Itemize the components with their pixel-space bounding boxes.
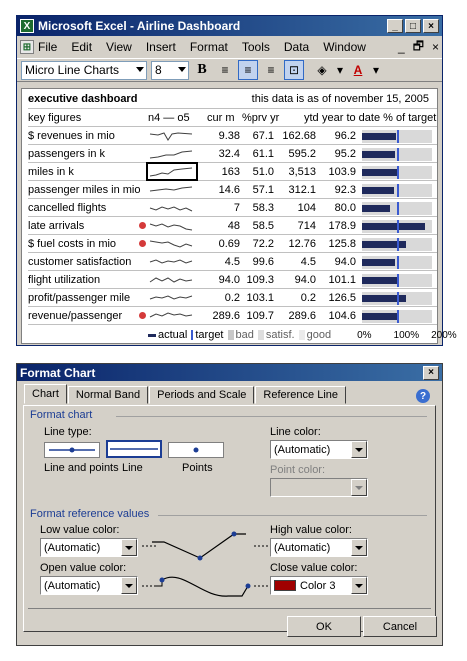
cancel-button[interactable]: Cancel [363, 616, 437, 637]
menu-bar [17, 36, 442, 58]
bullet-actual-bar [362, 241, 406, 248]
kpi-cur: 94.0 [218, 273, 240, 286]
line-icon [108, 442, 160, 456]
legend-satisf: satisf. [265, 329, 295, 341]
sparkline[interactable] [148, 182, 196, 197]
kpi-cur: 289.6 [212, 309, 240, 322]
align-right-icon[interactable]: ≡ [267, 63, 275, 77]
legend-bad-swatch [228, 330, 234, 340]
legend-bad: bad [235, 329, 254, 341]
dialog-close-button[interactable]: × [423, 366, 439, 380]
bullet-actual-bar [362, 295, 406, 302]
ok-button[interactable]: OK [287, 616, 361, 637]
kpi-pct: 178.9 [328, 219, 356, 232]
col-target: year to date % of target [322, 111, 437, 124]
section-format-reference: Format reference values [30, 508, 150, 520]
kpi-cur: 4.5 [224, 255, 240, 268]
section-divider [116, 416, 427, 417]
kpi-pct: 126.5 [328, 291, 356, 304]
kpi-cur: 9.38 [218, 129, 240, 142]
kpi-row[interactable] [28, 127, 437, 145]
open-value-select[interactable] [40, 576, 138, 595]
chevron-down-icon[interactable] [351, 577, 367, 594]
chevron-down-icon [178, 67, 186, 72]
type-label-line-and-points: Line and points [44, 462, 119, 474]
high-value: (Automatic) [274, 541, 331, 554]
kpi-prv: 58.5 [252, 219, 274, 232]
kpi-pct: 95.2 [334, 147, 356, 160]
kpi-name: miles in k [28, 165, 74, 178]
menu-edit[interactable]: Edit [71, 40, 93, 54]
legend-actual: actual [158, 329, 188, 341]
chart-type-value: Micro Line Charts [25, 63, 120, 77]
kpi-cur: 0.2 [224, 291, 240, 304]
legend-satisf-swatch [258, 330, 264, 340]
kpi-name: flight utilization [28, 273, 101, 286]
kpi-prv: 72.2 [252, 237, 274, 250]
kpi-ytd: 312.1 [288, 183, 316, 196]
bullet-actual-bar [362, 151, 395, 158]
close-button[interactable]: × [423, 19, 439, 33]
chevron-down-icon[interactable] [351, 539, 367, 556]
sparkline[interactable] [148, 128, 196, 143]
kpi-prv: 58.3 [252, 201, 274, 214]
format-chart-dialog [16, 363, 443, 646]
bullet-target-marker [397, 256, 399, 269]
kpi-cur: 0.69 [218, 237, 240, 250]
bullet-target-marker [397, 202, 399, 215]
kpi-ytd: 4.5 [300, 255, 316, 268]
alert-dot [139, 312, 146, 319]
kpi-name: revenue/passenger [28, 309, 123, 322]
col-key-figures: key figures [28, 111, 82, 124]
type-line[interactable] [106, 440, 162, 458]
chevron-down-icon[interactable] [351, 441, 367, 458]
type-line-and-points[interactable] [44, 442, 100, 458]
close-value: Color 3 [300, 579, 336, 592]
kpi-row[interactable] [28, 271, 437, 289]
scale-0: 0% [357, 329, 372, 341]
line-type-label: Line type: [44, 426, 92, 438]
kpi-pct: 96.2 [334, 129, 356, 142]
line-color-select[interactable] [270, 440, 368, 459]
kpi-pct: 92.3 [334, 183, 356, 196]
bullet-target-marker [397, 148, 399, 161]
chevron-down-icon [136, 67, 144, 72]
sparkline[interactable] [148, 290, 196, 305]
col-ytd: ytd [304, 111, 319, 124]
points-icon [169, 443, 223, 457]
kpi-row[interactable] [28, 217, 437, 235]
bold-button[interactable]: B [197, 62, 207, 77]
close-color-swatch [274, 580, 296, 591]
kpi-cur: 7 [233, 201, 240, 214]
fill-color-icon[interactable]: ◈ [317, 63, 327, 77]
workbook-icon[interactable]: ⊞ [20, 40, 34, 54]
kpi-ytd: 595.2 [288, 147, 316, 160]
kpi-name: late arrivals [28, 219, 85, 232]
scale-100: 100% [393, 329, 420, 341]
menu-insert[interactable]: Insert [145, 40, 176, 54]
bullet-target-marker [397, 292, 399, 305]
chart-tab-panel [23, 405, 436, 632]
kpi-ytd: 104 [297, 201, 316, 214]
kpi-ytd: 714 [297, 219, 316, 232]
kpi-name: profit/passenger mile [28, 291, 131, 304]
doc-minimize-button[interactable]: _ [398, 40, 405, 54]
section-divider [158, 515, 427, 516]
button-divider [28, 608, 431, 609]
kpi-prv: 61.1 [252, 147, 274, 160]
bullet-target-marker [397, 310, 399, 323]
excel-app-icon: X [20, 19, 34, 33]
kpi-prv: 109.7 [246, 309, 274, 322]
sparkline[interactable] [148, 146, 196, 161]
chevron-down-icon[interactable]: ▾ [336, 63, 344, 77]
sparkline[interactable] [148, 272, 196, 287]
legend-actual-swatch [148, 334, 156, 337]
column-header-row [28, 109, 437, 127]
kpi-cur: 48 [227, 219, 240, 232]
excel-window [16, 15, 457, 346]
high-value-label: High value color: [270, 524, 352, 536]
tab-normal-band[interactable]: Normal Band [68, 386, 148, 404]
close-value-select[interactable] [270, 576, 368, 595]
bullet-actual-bar [362, 277, 397, 284]
dialog-title: Format Chart [20, 365, 96, 380]
maximize-button[interactable]: □ [405, 19, 421, 33]
window-title: Microsoft Excel - Airline Dashboard [38, 19, 241, 33]
kpi-ytd: 12.76 [288, 237, 316, 250]
sparkline[interactable] [148, 254, 196, 269]
open-value-label: Open value color: [40, 562, 127, 574]
kpi-row[interactable] [28, 235, 437, 253]
kpi-ytd: 289.6 [288, 309, 316, 322]
low-value-select[interactable] [40, 538, 138, 557]
sparkline[interactable] [148, 236, 196, 251]
kpi-cur: 32.4 [218, 147, 240, 160]
size-value: 8 [155, 63, 162, 77]
high-low-diagram-icon [142, 528, 268, 562]
font-color-icon[interactable]: A [353, 63, 363, 77]
tab-reference-line[interactable]: Reference Line [255, 386, 346, 404]
align-left-icon[interactable]: ≡ [221, 63, 229, 77]
bullet-actual-bar [362, 259, 395, 266]
asof-label: this data is as of november 15, 2005 [251, 92, 429, 105]
dialog-titlebar [17, 364, 442, 381]
bullet-target-marker [397, 130, 399, 143]
bullet-target-marker [397, 274, 399, 287]
legend-good: good [306, 329, 332, 341]
align-center-icon[interactable]: ≡ [238, 60, 258, 80]
kpi-name: cancelled flights [28, 201, 107, 214]
kpi-ytd: 0.2 [300, 291, 316, 304]
kpi-prv: 51.0 [252, 165, 274, 178]
chart-type-combo[interactable] [21, 61, 147, 80]
open-close-diagram-icon [142, 566, 268, 600]
line-color-value: (Automatic) [274, 443, 331, 456]
dashboard-sheet [21, 88, 457, 344]
open-value: (Automatic) [44, 579, 101, 592]
legend-good-swatch [299, 330, 305, 340]
kpi-pct: 104.6 [328, 309, 356, 322]
kpi-row[interactable] [28, 307, 437, 325]
close-value-label: Close value color: [270, 562, 358, 574]
bullet-actual-bar [362, 223, 425, 230]
col-prv: %prv yr [242, 111, 280, 124]
high-value-select[interactable] [270, 538, 368, 557]
bullet-actual-bar [362, 313, 399, 320]
kpi-name: $ revenues in mio [28, 129, 115, 142]
menu-window[interactable]: Window [323, 40, 366, 54]
bullet-target-marker [397, 184, 399, 197]
doc-close-button[interactable]: × [431, 40, 439, 54]
bullet-actual-bar [362, 169, 398, 176]
menu-file[interactable]: File [38, 40, 58, 54]
kpi-pct: 94.0 [334, 255, 356, 268]
help-icon[interactable]: ? [416, 389, 430, 403]
bullet-actual-bar [362, 205, 390, 212]
type-label-line: Line [122, 462, 143, 474]
sparkline[interactable] [148, 164, 196, 179]
kpi-row[interactable] [28, 163, 437, 181]
kpi-row[interactable] [28, 199, 437, 217]
bullet-target-marker [397, 238, 399, 251]
alert-dot [139, 222, 146, 229]
col-period: n4 — o5 [148, 111, 190, 124]
kpi-prv: 67.1 [252, 129, 274, 142]
chevron-down-icon[interactable]: ▾ [372, 63, 380, 77]
chevron-down-icon[interactable] [121, 539, 137, 556]
formatting-toolbar [17, 58, 442, 82]
menu-data[interactable]: Data [283, 40, 310, 54]
kpi-ytd: 162.68 [282, 129, 316, 142]
sparkline[interactable] [148, 218, 196, 233]
legend [28, 327, 457, 343]
tab-periods-scale[interactable]: Periods and Scale [149, 386, 254, 404]
bullet-actual-bar [362, 187, 394, 194]
menu-tools[interactable]: Tools [241, 40, 270, 54]
legend-target: target [195, 329, 224, 341]
tab-chart[interactable]: Chart [24, 384, 67, 404]
type-points[interactable] [168, 442, 224, 458]
dashboard-title: executive dashboard [28, 92, 138, 105]
scale-200: 200% [431, 329, 457, 341]
kpi-row[interactable] [28, 289, 437, 307]
point-color-label: Point color: [270, 464, 326, 476]
kpi-row[interactable] [28, 253, 437, 271]
type-label-points: Points [182, 462, 213, 474]
kpi-cur: 14.6 [218, 183, 240, 196]
kpi-prv: 103.1 [246, 291, 274, 304]
kpi-row[interactable] [28, 145, 437, 163]
kpi-row[interactable] [28, 181, 437, 199]
size-combo[interactable] [151, 61, 189, 80]
sparkline[interactable] [148, 200, 196, 215]
line-color-label: Line color: [270, 426, 321, 438]
kpi-name: $ fuel costs in mio [28, 237, 117, 250]
col-cur: cur m [207, 111, 235, 124]
kpi-name: customer satisfaction [28, 255, 132, 268]
line-and-points-icon [45, 443, 99, 457]
kpi-name: passengers in k [28, 147, 106, 160]
bullet-target-marker [397, 166, 399, 179]
kpi-prv: 57.1 [252, 183, 274, 196]
kpi-pct: 101.1 [328, 273, 356, 286]
kpi-prv: 99.6 [252, 255, 274, 268]
kpi-ytd: 3,513 [288, 165, 316, 178]
menu-view[interactable]: View [106, 40, 132, 54]
excel-titlebar [17, 16, 442, 36]
alert-dot [139, 240, 146, 247]
kpi-ytd: 94.0 [294, 273, 316, 286]
chevron-down-icon [351, 479, 367, 496]
kpi-pct: 125.8 [328, 237, 356, 250]
bullet-actual-bar [362, 133, 396, 140]
low-value-label: Low value color: [40, 524, 120, 536]
kpi-prv: 109.3 [246, 273, 274, 286]
kpi-cur: 163 [221, 165, 240, 178]
menu-format[interactable]: Format [189, 40, 228, 54]
chevron-down-icon[interactable] [121, 577, 137, 594]
low-value: (Automatic) [44, 541, 101, 554]
point-color-select [270, 478, 368, 497]
section-format-chart: Format chart [30, 409, 93, 421]
kpi-pct: 103.9 [328, 165, 356, 178]
dialog-tabs [24, 386, 347, 404]
kpi-name: passenger miles in mio [28, 183, 141, 196]
doc-restore-button[interactable]: 🗗 [412, 38, 424, 53]
legend-target-swatch [191, 330, 193, 340]
bullet-target-marker [397, 220, 399, 233]
merge-center-icon[interactable]: ⊡ [284, 60, 304, 80]
kpi-pct: 80.0 [334, 201, 356, 214]
dashboard-header [28, 89, 437, 109]
sparkline[interactable] [148, 308, 196, 323]
minimize-button[interactable]: _ [387, 19, 403, 33]
